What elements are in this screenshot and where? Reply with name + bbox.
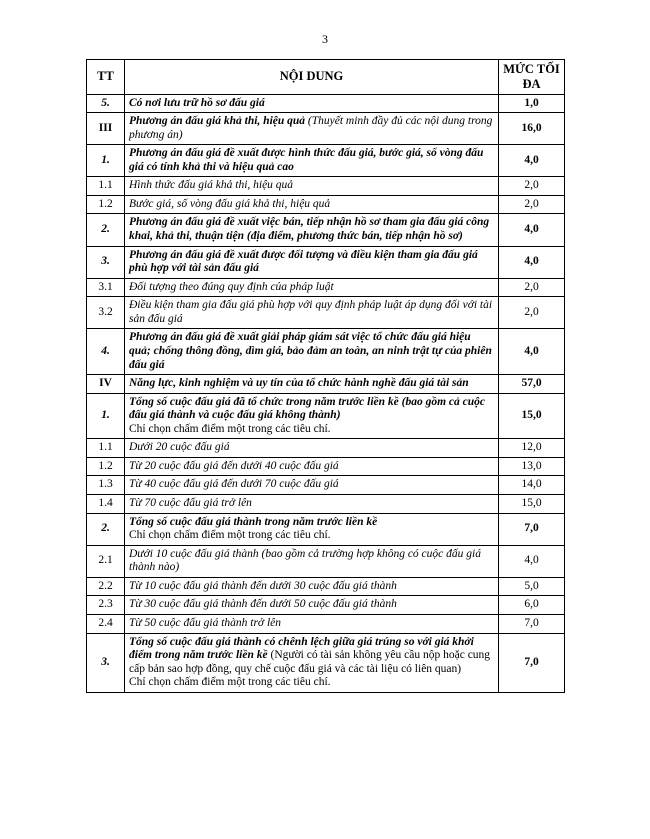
row-max: 2,0 (499, 195, 565, 214)
row-content: Từ 50 cuộc đấu giá thành trở lên (125, 614, 499, 633)
table-row (87, 545, 565, 577)
row-tt: 1. (87, 393, 125, 439)
row-tt: 2.4 (87, 614, 125, 633)
row-max: 7,0 (499, 513, 565, 545)
row-max: 2,0 (499, 177, 565, 196)
row-tt: 2.2 (87, 577, 125, 596)
table-row (87, 393, 565, 439)
row-tt: 3.1 (87, 278, 125, 297)
row-content-main: Phương án đấu giá khả thi, hiệu quả (129, 115, 306, 128)
row-tt: IV (87, 375, 125, 394)
page-number: 3 (322, 32, 328, 46)
row-max: 6,0 (499, 596, 565, 615)
row-tt: 5. (87, 94, 125, 113)
row-content: Bước giá, số vòng đấu giá khả thi, hiệu quả (125, 195, 499, 214)
row-max: 15,0 (499, 495, 565, 514)
row-max: 4,0 (499, 145, 565, 177)
row-max: 57,0 (499, 375, 565, 394)
row-content-note: (Thuyết minh đầy đủ các nội dung trong phương án) (129, 115, 493, 141)
row-content (125, 513, 499, 545)
table-row (87, 596, 565, 615)
row-max: 5,0 (499, 577, 565, 596)
row-tt: 3. (87, 246, 125, 278)
row-max: 7,0 (499, 633, 565, 692)
table-row (87, 614, 565, 633)
row-content-note: (Người có tài sản không yêu cầu nộp hoặc cung cấp bản sao hợp đồng, quy chế cuộc đấu giá và các tài liệu có liên quan) (129, 649, 491, 675)
row-tt: 3. (87, 633, 125, 692)
table-row (87, 177, 565, 196)
row-content: Dưới 20 cuộc đấu giá (125, 439, 499, 458)
row-content (125, 113, 499, 145)
row-content: Có nơi lưu trữ hồ sơ đấu giá (125, 94, 499, 113)
row-max: 13,0 (499, 457, 565, 476)
row-content: Phương án đấu giá đề xuất được hình thức đấu giá, bước giá, số vòng đấu giá có tính khả thi và hiệu quả cao (125, 145, 499, 177)
row-tt: III (87, 113, 125, 145)
row-max: 4,0 (499, 246, 565, 278)
table-row (87, 329, 565, 375)
row-content: Từ 30 cuộc đấu giá thành đến dưới 50 cuộc đấu giá thành (125, 596, 499, 615)
row-max: 2,0 (499, 278, 565, 297)
row-max: 4,0 (499, 329, 565, 375)
column-header-tt: TT (87, 60, 125, 95)
row-content: Từ 10 cuộc đấu giá thành đến dưới 30 cuộc đấu giá thành (125, 577, 499, 596)
row-content: Điều kiện tham gia đấu giá phù hợp với quy định pháp luật áp dụng đối với tài sản đấu giá (125, 297, 499, 329)
row-max: 4,0 (499, 545, 565, 577)
row-content: Từ 20 cuộc đấu giá đến dưới 40 cuộc đấu giá (125, 457, 499, 476)
table-row (87, 633, 565, 692)
row-tt: 2. (87, 214, 125, 246)
table-row (87, 113, 565, 145)
table-row (87, 439, 565, 458)
row-max: 1,0 (499, 94, 565, 113)
row-content-subnote: Chỉ chọn chấm điểm một trong các tiêu chí. (129, 422, 331, 435)
row-content-main: Tổng số cuộc đấu giá thành có chênh lệch giữa giá trúng so với giá khởi điểm trong năm trước liền kề (129, 635, 474, 662)
table-row (87, 246, 565, 278)
table-row (87, 94, 565, 113)
row-content: Phương án đấu giá đề xuất việc bán, tiếp nhận hồ sơ tham gia đấu giá công khai, khả thi, thuận tiện (địa điểm, phương thức bán, tiếp nhận hồ sơ) (125, 214, 499, 246)
column-header-content: NỘI DUNG (125, 60, 499, 95)
row-tt: 3.2 (87, 297, 125, 329)
row-max: 12,0 (499, 439, 565, 458)
table-row (87, 195, 565, 214)
row-content: Từ 40 cuộc đấu giá đến dưới 70 cuộc đấu giá (125, 476, 499, 495)
row-content: Từ 70 cuộc đấu giá trở lên (125, 495, 499, 514)
table-header-row (87, 60, 565, 95)
row-tt: 1.3 (87, 476, 125, 495)
criteria-table (86, 59, 565, 693)
row-max: 14,0 (499, 476, 565, 495)
row-content: Dưới 10 cuộc đấu giá thành (bao gồm cả trường hợp không có cuộc đấu giá thành nào) (125, 545, 499, 577)
table-row (87, 457, 565, 476)
row-tt: 1.1 (87, 439, 125, 458)
table-row (87, 214, 565, 246)
row-content: Năng lực, kinh nghiệm và uy tín của tổ chức hành nghề đấu giá tài sản (125, 375, 499, 394)
row-content-subnote: Chỉ chọn chấm điểm một trong các tiêu chí. (129, 529, 331, 542)
row-tt: 1.1 (87, 177, 125, 196)
row-content-subnote: Chỉ chọn chấm điểm một trong các tiêu chí. (129, 676, 331, 689)
row-content: Phương án đấu giá đề xuất giải pháp giám sát việc tổ chức đấu giá hiệu quả; chống thông đồng, dìm giá, bảo đảm an toàn, an ninh trật tự của phiên đấu giá (125, 329, 499, 375)
row-content: Phương án đấu giá đề xuất được đối tượng và điều kiện tham gia đấu giá phù hợp với tài sản đấu giá (125, 246, 499, 278)
row-content-main: Tổng số cuộc đấu giá thành trong năm trước liền kề (129, 515, 378, 528)
table-row (87, 577, 565, 596)
row-max: 15,0 (499, 393, 565, 439)
table-row (87, 297, 565, 329)
table-row (87, 278, 565, 297)
row-tt: 2. (87, 513, 125, 545)
row-tt: 1.2 (87, 195, 125, 214)
row-content (125, 393, 499, 439)
row-tt: 2.3 (87, 596, 125, 615)
table-row (87, 476, 565, 495)
row-tt: 1.2 (87, 457, 125, 476)
row-tt: 1.4 (87, 495, 125, 514)
row-tt: 1. (87, 145, 125, 177)
column-header-max: MỨC TỐI ĐA (499, 60, 565, 95)
row-content-main: Tổng số cuộc đấu giá đã tổ chức trong năm trước liền kề (bao gồm cả cuộc đấu giá thành và cuộc đấu giá không thành) (129, 395, 486, 422)
criteria-table-wrapper (0, 59, 650, 693)
row-content: Đối tượng theo đúng quy định của pháp luật (125, 278, 499, 297)
table-row (87, 145, 565, 177)
table-row (87, 495, 565, 514)
table-row (87, 375, 565, 394)
row-content (125, 633, 499, 692)
table-row (87, 513, 565, 545)
row-tt: 4. (87, 329, 125, 375)
row-max: 7,0 (499, 614, 565, 633)
row-max: 16,0 (499, 113, 565, 145)
row-max: 2,0 (499, 297, 565, 329)
row-tt: 2.1 (87, 545, 125, 577)
row-content: Hình thức đấu giá khả thi, hiệu quả (125, 177, 499, 196)
row-max: 4,0 (499, 214, 565, 246)
